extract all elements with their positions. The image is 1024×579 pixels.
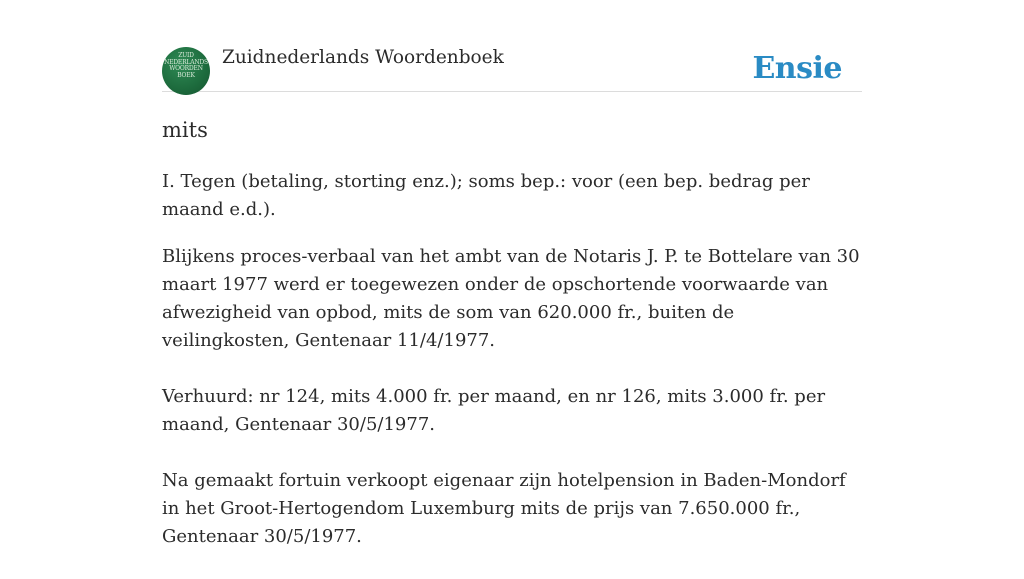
dictionary-logo[interactable] <box>162 47 210 95</box>
example-citation-2: Verhuurd: nr 124, mits 4.000 fr. per maand, en nr 126, mits 3.000 fr. per maand, Gentenaar 30/5/1977. <box>162 386 826 435</box>
entry-content <box>162 168 862 579</box>
dictionary-name[interactable]: Zuidnederlands Woordenboek <box>222 47 504 68</box>
logo-lettering: ZUID NEDERLANDS WOORDEN BOEK <box>164 52 208 79</box>
example-citation-1: Blijkens proces-verbaal van het ambt van de Notaris J. P. te Bottelare van 30 maart 1977 werd er toegewezen onder de opschortende voorwaarde van afwezigheid van opbod, mits de som van 620.000 fr., buiten de veilingkosten, Gentenaar 11/4/1977. <box>162 246 860 351</box>
site-header <box>162 45 862 92</box>
brand-logo[interactable]: Ensie <box>752 51 842 86</box>
headword: mits <box>162 118 208 142</box>
definition-text: I. Tegen (betaling, storting enz.); soms bep.: voor (een bep. bedrag per maand e.d.). <box>162 171 810 220</box>
example-citation-3: Na gemaakt fortuin verkoopt eigenaar zijn hotelpension in Baden-Mondorf in het Groot-Hertogendom Luxemburg mits de prijs van 7.650.000 fr., Gentenaar 30/5/1977. <box>162 470 846 547</box>
